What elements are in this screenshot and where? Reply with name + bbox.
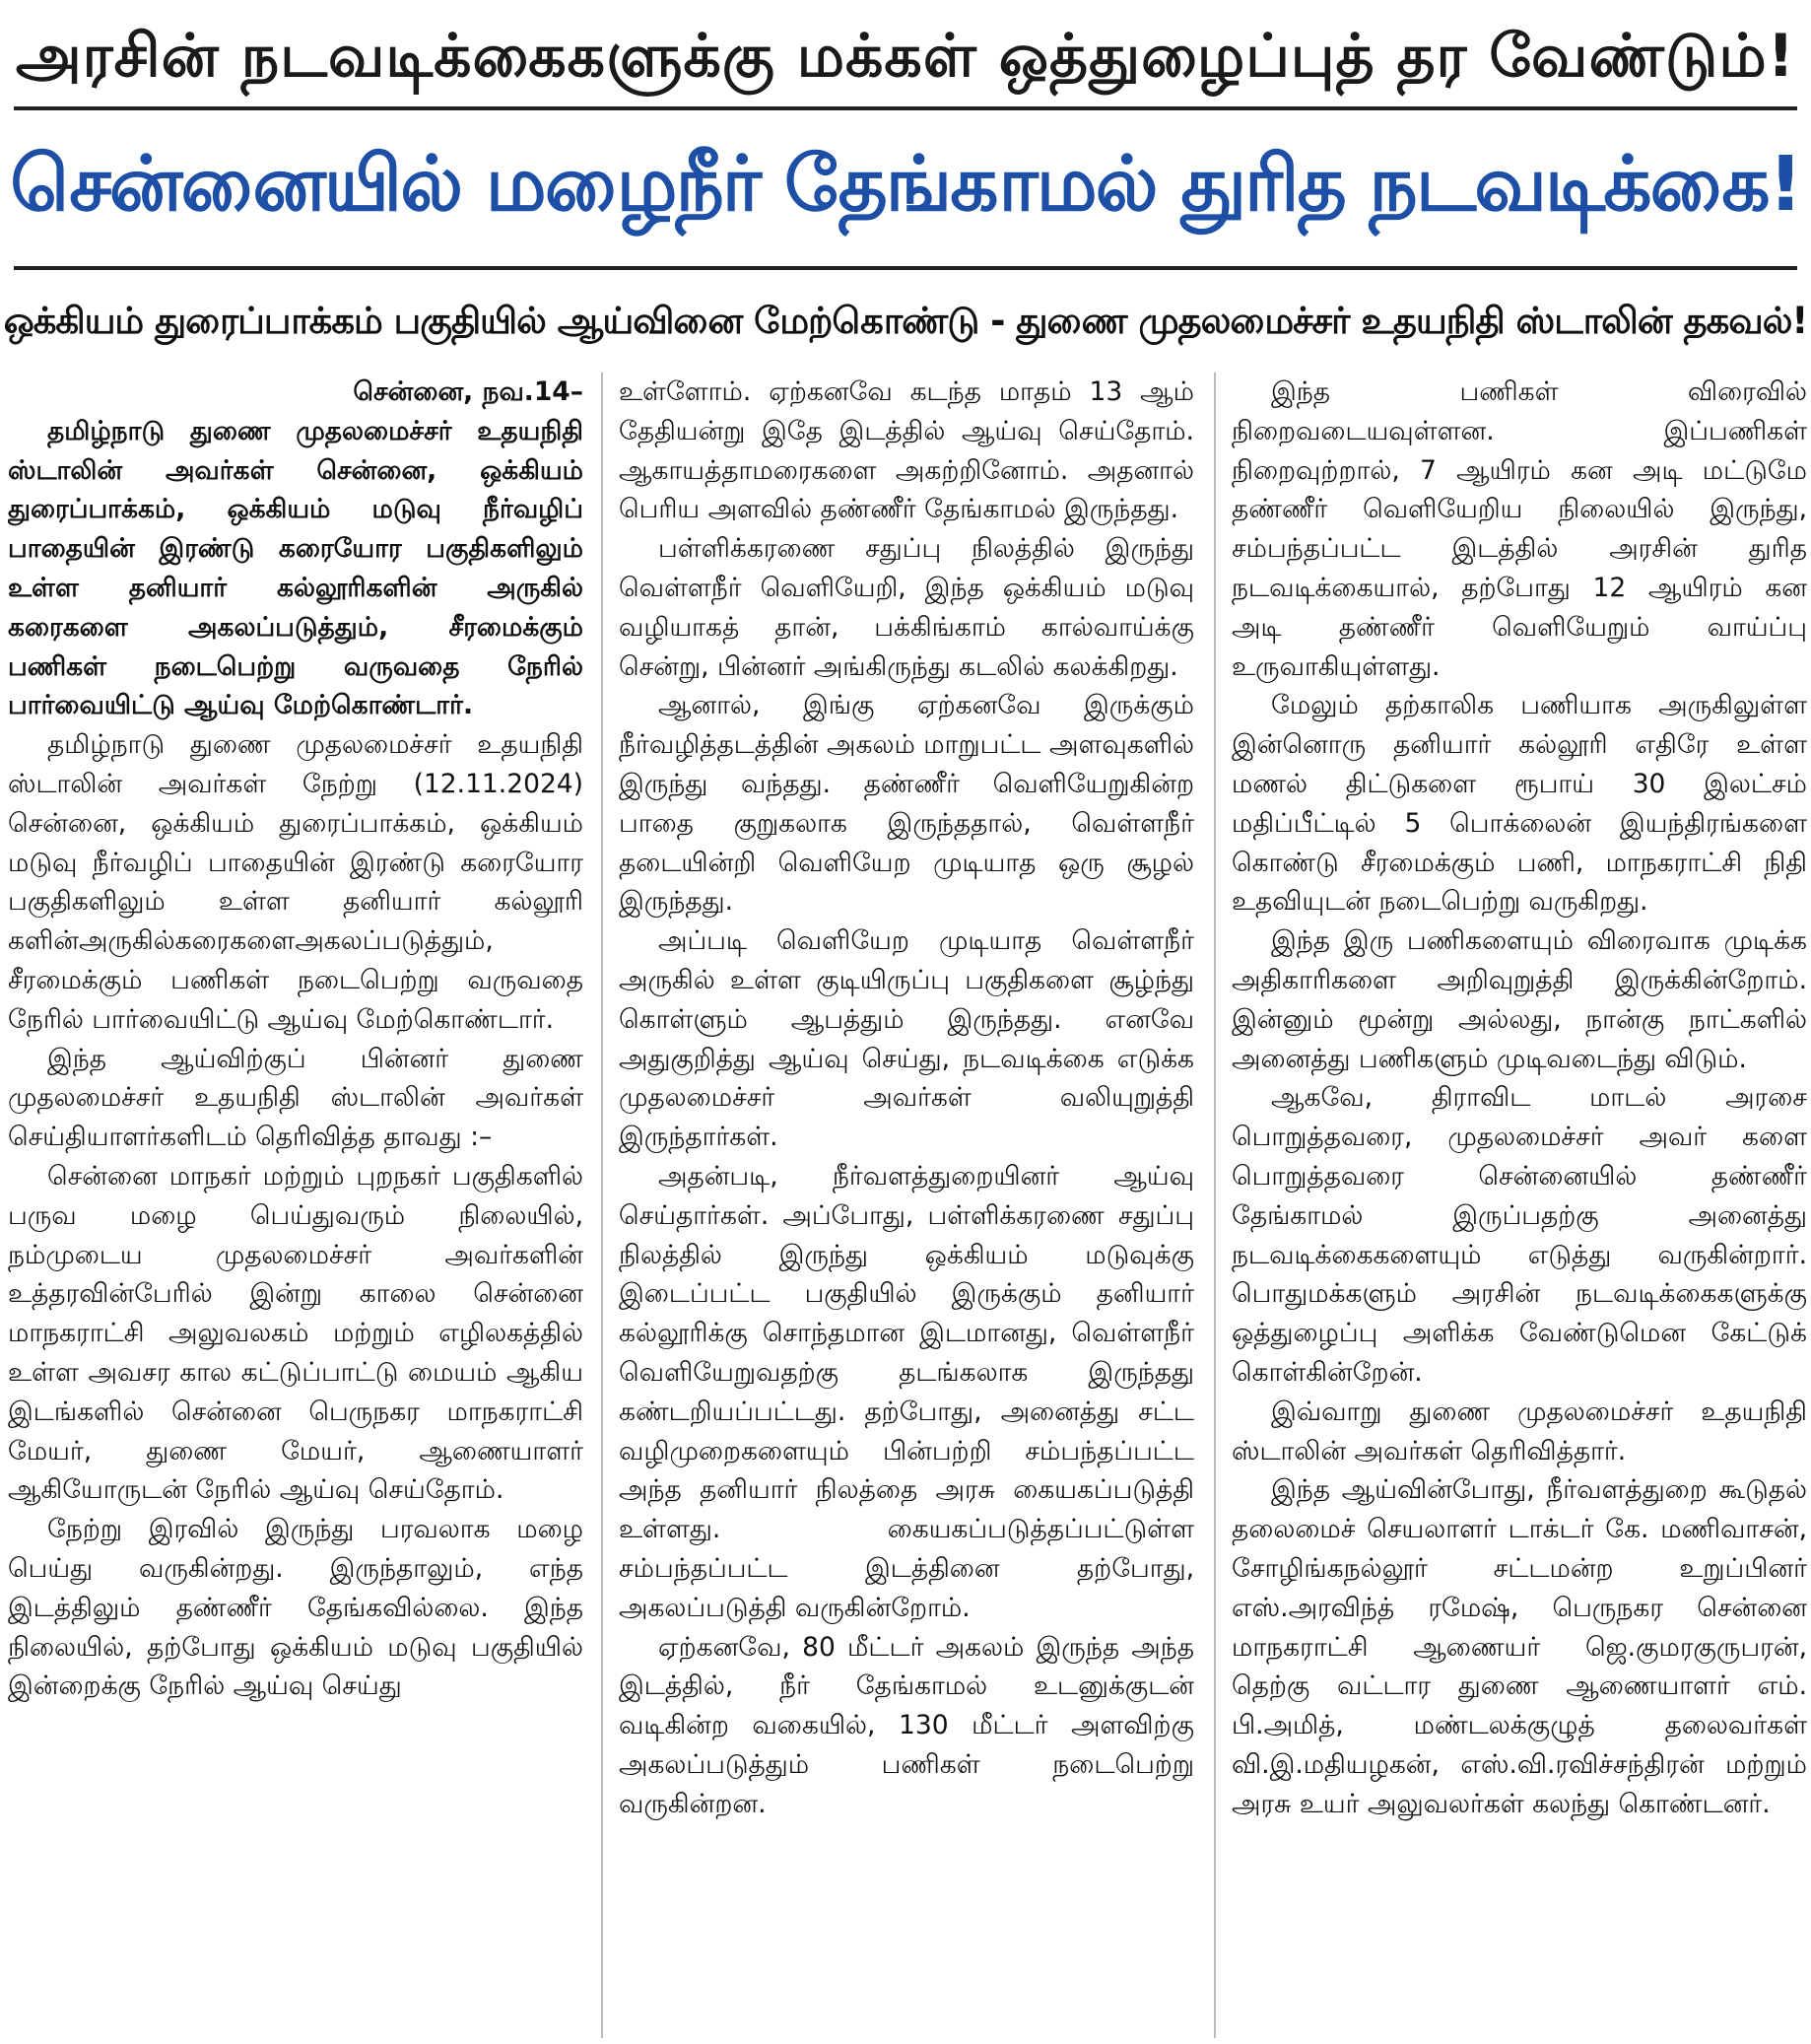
paragraph: உள்ளோம். ஏற்கனவே கடந்த மாதம் 13 ஆம் தேதியன்று இதே இடத்தில் ஆய்வு செய்தோம். ஆகாயத்தாமரைகளை அகற்றினோம். அதனால் பெரிய அளவில் தண்ணீர் தேங்காமல் இருந்தது.: [619, 376, 1194, 525]
paragraph: ஆனால், இங்கு ஏற்கனவே இருக்கும் நீர்வழித்தடத்தின் அகலம் மாறுபட்ட அளவுகளில் இருந்து வந்தது. தண்ணீர் வெளியேறுகின்ற பாதை குறுகலாக இருந்ததால், வெள்ளநீர் தடையின்றி வெளியேற முடியாத ஒரு சூழல் இருந்தது.: [619, 690, 1194, 918]
paragraph: தமிழ்நாடு துணை முதலமைச்சர் உதயநிதி ஸ்டாலின் அவர்கள் நேற்று (12.11.2024) சென்னை, ஒக்கியம் துரைப்பாக்கம், ஒக்கியம் மடுவு நீர்வழிப் பாதையின் இரண்டு கரையோர பகுதிகளிலும் உள்ள தனியார் கல்லூரி களின்அருகில்கரைகளைஅகலப்படுத்தும், சீரமைக்கும் பணிகள் நடைபெற்று வருவதை நேரில் பார்வையிட்டு ஆய்வு மேற்கொண்டார்.: [8, 729, 583, 1035]
paragraph: இந்த இரு பணிகளையும் விரைவாக முடிக்க அதிகாரிகளை அறிவுறுத்தி இருக்கின்றோம். இன்னும் மூன்று அல்லது, நான்கு நாட்களில் அனைத்து பணிகளும் முடிவடைந்து விடும்.: [1232, 925, 1807, 1074]
paragraph: ஏற்கனவே, 80 மீட்டர் அகலம் இருந்த அந்த இடத்தில், நீர் தேங்காமல் உடனுக்குடன் வடிகின்ற வகையில், 130 மீட்டர் அளவிற்கு அகலப்படுத்தும் பணிகள் நடைபெற்று வருகின்றன.: [619, 1631, 1194, 1819]
paragraph: இந்த ஆய்விற்குப் பின்னர் துணை முதலமைச்சர் உதயநிதி ஸ்டாலின் அவர்கள் செய்தியாளர்களிடம் தெரிவித்த தாவது :–: [8, 1043, 583, 1153]
paragraph: இவ்வாறு துணை முதலமைச்சர் உதயநிதி ஸ்டாலின் அவர்கள் தெரிவித்தார்.: [1232, 1396, 1807, 1466]
paragraph: அதன்படி, நீர்வளத்துறையினர் ஆய்வு செய்தார்கள். அப்போது, பள்ளிக்கரணை சதுப்பு நிலத்தில் இருந்து ஒக்கியம் மடுவுக்கு இடைப்பட்ட பகுதியில் இருக்கும் தனியார் கல்லூரிக்கு சொந்தமான இடமானது, வெள்ளநீர் வெளியேறுவதற்கு தடங்கலாக இருந்தது கண்டறியப்பட்டது. தற்போது, அனைத்து சட்ட வழிமுறைகளையும் பின்பற்றி சம்பந்தப்பட்ட அந்த தனியார் நிலத்தை அரசு கையகப்படுத்தி உள்ளது. கையகப்படுத்தப்பட்டுள்ள சம்பந்தப்பட்ட இடத்தினை தற்போது, அகலப்படுத்தி வருகின்றோம்.: [619, 1160, 1194, 1623]
paragraph: அப்படி வெளியேற முடியாத வெள்ளநீர் அருகில் உள்ள குடியிருப்பு பகுதிகளை சூழ்ந்து கொள்ளும் ஆபத்தும் இருந்தது. எனவே அதுகுறித்து ஆய்வு செய்து, நடவடிக்கை எடுக்க முதலமைச்சர் அவர்கள் வலியுறுத்தி இருந்தார்கள்.: [619, 925, 1194, 1153]
article-column-3: [1232, 373, 1807, 2038]
article-column-1: [8, 373, 583, 2038]
paragraph: நேற்று இரவில் இருந்து பரவலாக மழை பெய்து வருகின்றது. இருந்தாலும், எந்த இடத்திலும் தண்ணீர் தேங்கவில்லை. இந்த நிலையில், தற்போது ஒக்கியம் மடுவு பகுதியில் இன்றைக்கு நேரில் ஆய்வு செய்து: [8, 1514, 583, 1702]
article-column-2: [619, 373, 1194, 2038]
lead-paragraph: தமிழ்நாடு துணை முதலமைச்சர் உதயநிதி ஸ்டாலின் அவர்கள் சென்னை, ஒக்கியம் துரைப்பாக்கம், ஒக்கியம் மடுவு நீர்வழிப் பாதையின் இரண்டு கரையோர பகுதிகளிலும் உள்ள தனியார் கல்லூரிகளின் அருகில் கரைகளை அகலப்படுத்தும், சீரமைக்கும் பணிகள் நடைபெற்று வருவதை நேரில் பார்வையிட்டு ஆய்வு மேற்கொண்டார்.: [8, 415, 583, 721]
headline-main: சென்னையில் மழைநீர் தேங்காமல் துரித நடவடிக்கை!: [10, 141, 1801, 229]
headline-sub: ஒக்கியம் துரைப்பாக்கம் பகுதியில் ஆய்வினை மேற்கொண்டு - துணை முதலமைச்சர் உதயநிதி ஸ்டாலின் தகவல்!: [3, 300, 1808, 342]
headline-main-rule: [14, 266, 1797, 270]
paragraph: இந்த பணிகள் விரைவில் நிறைவடையவுள்ளன. இப்பணிகள் நிறைவுற்றால், 7 ஆயிரம் கன அடி மட்டுமே தண்ணீர் வெளியேறிய நிலையில் இருந்து, சம்பந்தப்பட்ட இடத்தில் அரசின் துரித நடவடிக்கையால், தற்போது 12 ஆயிரம் கன அடி தண்ணீர் வெளியேறும் வாய்ப்பு உருவாகியுள்ளது.: [1232, 376, 1807, 682]
dateline: சென்னை, நவ.14–: [353, 376, 583, 407]
paragraph: இந்த ஆய்வின்போது, நீர்வளத்துறை கூடுதல் தலைமைச் செயலாளர் டாக்டர் கே. மணிவாசன், சோழிங்கநல்லூர் சட்டமன்ற உறுப்பினர் எஸ்.அரவிந்த் ரமேஷ், பெருநகர சென்னை மாநகராட்சி ஆணையர் ஜெ.குமரகுருபரன், தெற்கு வட்டார துணை ஆணையாளர் எம். பி.அமித், மண்டலக்குழுத் தலைவர்கள் வி.இ.மதியழகன், எஸ்.வி.ரவிச்சந்திரன் மற்றும் அரசு உயர் அலுவலர்கள் கலந்து கொண்டனர்.: [1232, 1474, 1807, 1819]
paragraph: மேலும் தற்காலிக பணியாக அருகிலுள்ள இன்னொரு தனியார் கல்லூரி எதிரே உள்ள மணல் திட்டுகளை ரூபாய் 30 இலட்சம் மதிப்பீட்டில் 5 பொக்லைன் இயந்திரங்களை கொண்டு சீரமைக்கும் பணி, மாநகராட்சி நிதி உதவியுடன் நடைபெற்று வருகிறது.: [1232, 690, 1807, 918]
paragraph: ஆகவே, திராவிட மாடல் அரசை பொறுத்தவரை, முதலமைச்சர் அவர் களை பொறுத்தவரை சென்னையில் தண்ணீர் தேங்காமல் இருப்பதற்கு அனைத்து நடவடிக்கைகளையும் எடுத்து வருகின்றார். பொதுமக்களும் அரசின் நடவடிக்கைகளுக்கு ஒத்துழைப்பு அளிக்க வேண்டுமென கேட்டுக் கொள்கின்றேன்.: [1232, 1082, 1807, 1388]
column-divider: [1214, 373, 1216, 2038]
paragraph: சென்னை மாநகர் மற்றும் புறநகர் பகுதிகளில் பருவ மழை பெய்துவரும் நிலையில், நம்முடைய முதலமைச்சர் அவர்களின் உத்தரவின்பேரில் இன்று காலை சென்னை மாநகராட்சி அலுவலகம் மற்றும் எழிலகத்தில் உள்ள அவசர கால கட்டுப்பாட்டு மையம் ஆகிய இடங்களில் சென்னை பெருநகர மாநகராட்சி மேயர், துணை மேயர், ஆணையாளர் ஆகியோருடன் நேரில் ஆய்வு செய்தோம்.: [8, 1160, 583, 1506]
headline-top: அரசின் நடவடிக்கைகளுக்கு மக்கள் ஒத்துழைப்புத் தர வேண்டும்!: [15, 22, 1796, 91]
paragraph: பள்ளிக்கரணை சதுப்பு நிலத்தில் இருந்து வெள்ளநீர் வெளியேறி, இந்த ஒக்கியம் மடுவு வழியாகத் தான், பக்கிங்காம் கால்வாய்க்கு சென்று, பின்னர் அங்கிருந்து கடலில் கலக்கிறது.: [619, 533, 1194, 682]
column-divider: [601, 373, 603, 2038]
headline-top-rule: [14, 106, 1797, 110]
